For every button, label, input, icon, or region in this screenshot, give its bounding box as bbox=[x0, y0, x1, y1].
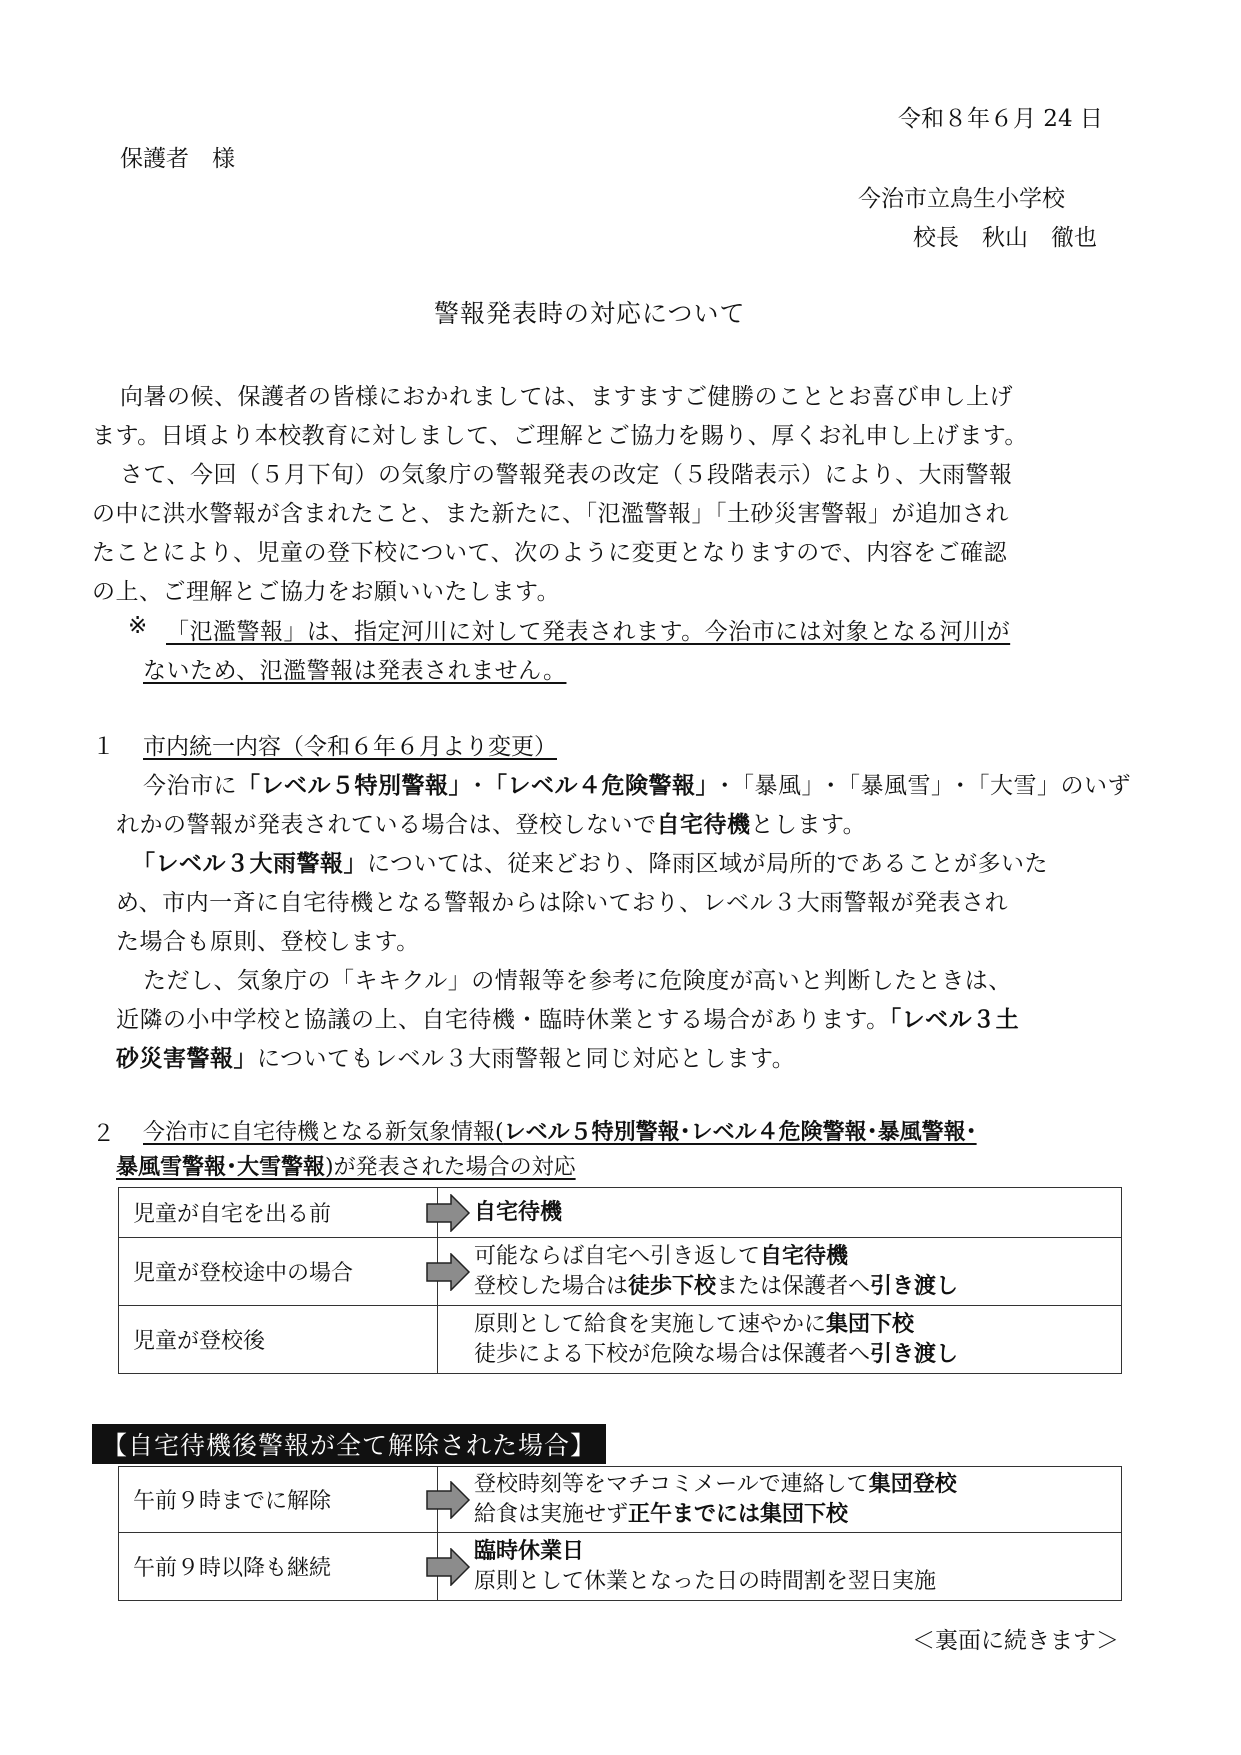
table-row bbox=[119, 1306, 1122, 1374]
row-value: 原則として給食を実施して速やかに集団下校 徒歩による下校が危険な場合は保護者へ引き渡し bbox=[438, 1306, 1122, 1374]
page-title: 警報発表時の対応について bbox=[434, 299, 746, 328]
lifted-table bbox=[118, 1466, 1122, 1601]
section-1-number: １ bbox=[92, 734, 115, 760]
row-label: 児童が登校後 bbox=[119, 1306, 438, 1374]
section-1-para-2-line-1: 「レベル３大雨警報」については、従来どおり、降雨区域が局所的であることが多いた bbox=[132, 851, 1049, 877]
section-1-para-2-line-2: め、市内一斉に自宅待機となる警報からは除いており、レベル３大雨警報が発表され bbox=[116, 890, 1009, 916]
section-1-para-2-line-3: た場合も原則、登校します。 bbox=[116, 929, 420, 955]
intro-line-5: たことにより、児童の登下校について、次のように変更となりますので、内容をご確認 bbox=[92, 540, 1008, 566]
intro-line-2: ます。日頃より本校教育に対しまして、ご理解とご協力を賜り、厚くお礼申し上げます。 bbox=[92, 423, 1028, 449]
right-arrow-icon bbox=[425, 1253, 471, 1291]
section-1-para-3-line-2: 近隣の小中学校と協議の上、自宅待機・臨時休業とする場合があります。「レベル３土 bbox=[116, 1007, 1020, 1033]
row-label: 児童が登校途中の場合 bbox=[119, 1238, 438, 1306]
row-label: 午前９時までに解除 bbox=[119, 1467, 438, 1533]
table-row bbox=[119, 1533, 1122, 1601]
row-value: 可能ならば自宅へ引き返して自宅待機 登校した場合は徒歩下校または保護者へ引き渡し bbox=[438, 1238, 1122, 1306]
section-2-number: ２ bbox=[92, 1121, 115, 1147]
intro-line-6: の上、ご理解とご協力をお願いいたします。 bbox=[92, 579, 561, 605]
table-row bbox=[119, 1467, 1122, 1533]
row-value: 登校時刻等をマチコミメールで連絡して集団登校 給食は実施せず正午までには集団下校 bbox=[438, 1467, 1122, 1533]
row-label: 児童が自宅を出る前 bbox=[119, 1188, 438, 1238]
section-3-banner: 【自宅待機後警報が全て解除された場合】 bbox=[92, 1424, 606, 1464]
right-arrow-icon bbox=[425, 1548, 471, 1586]
section-2-heading-line-2: 暴風雪警報･大雪警報)が発表された場合の対応 bbox=[116, 1155, 576, 1180]
intro-line-1: 向暑の候、保護者の皆様におかれましては、ますますご健勝のこととお喜び申し上げ bbox=[120, 384, 1013, 410]
right-arrow-icon bbox=[425, 1481, 471, 1519]
intro-line-4: の中に洪水警報が含まれたこと、また新たに、「氾濫警報」「土砂災害警報」が追加され bbox=[92, 501, 1009, 527]
section-1-heading: 市内統一内容（令和６年６月より変更） bbox=[143, 734, 557, 760]
note-line-2: ないため、氾濫警報は発表されません。 bbox=[143, 658, 567, 684]
section-1-para-1-line-2: れかの警報が発表されている場合は、登校しないで自宅待機とします。 bbox=[116, 812, 867, 838]
section-1-para-1-line-1: 今治市に「レベル５特別警報」･「レベル４危険警報」･「暴風」･「暴風雪」･「大雪」のいず bbox=[143, 773, 1131, 799]
response-table bbox=[118, 1187, 1122, 1374]
section-2-heading-line-1: 今治市に自宅待機となる新気象情報(レベル５特別警報･レベル４危険警報･暴風警報･ bbox=[143, 1120, 977, 1145]
section-1-para-3-line-3: 砂災害警報」についてもレベル３大雨警報と同じ対応とします。 bbox=[116, 1046, 796, 1072]
date: 令和８年６月 24 日 bbox=[898, 106, 1103, 132]
continued-note: ＜裏面に続きます＞ bbox=[912, 1628, 1119, 1654]
note-line-1: 「氾濫警報」は、指定河川に対して発表されます。今治市には対象となる河川が bbox=[166, 619, 1011, 645]
row-value: 自宅待機 bbox=[438, 1188, 1122, 1238]
school-name: 今治市立鳥生小学校 bbox=[858, 186, 1065, 212]
recipient: 保護者 様 bbox=[120, 146, 235, 172]
row-label: 午前９時以降も継続 bbox=[119, 1533, 438, 1601]
section-1-para-3-line-1: ただし、気象庁の「キキクル」の情報等を参考に危険度が高いと判断したときは、 bbox=[143, 968, 1012, 994]
intro-line-3: さて、今回（５月下旬）の気象庁の警報発表の改定（５段階表示）により、大雨警報 bbox=[120, 462, 1013, 488]
row-value: 臨時休業日 原則として休業となった日の時間割を翌日実施 bbox=[438, 1533, 1122, 1601]
right-arrow-icon bbox=[425, 1194, 471, 1232]
table-row bbox=[119, 1188, 1122, 1238]
note-mark: ※ bbox=[128, 613, 148, 639]
principal-name: 校長 秋山 徹也 bbox=[913, 225, 1097, 251]
table-row bbox=[119, 1238, 1122, 1306]
